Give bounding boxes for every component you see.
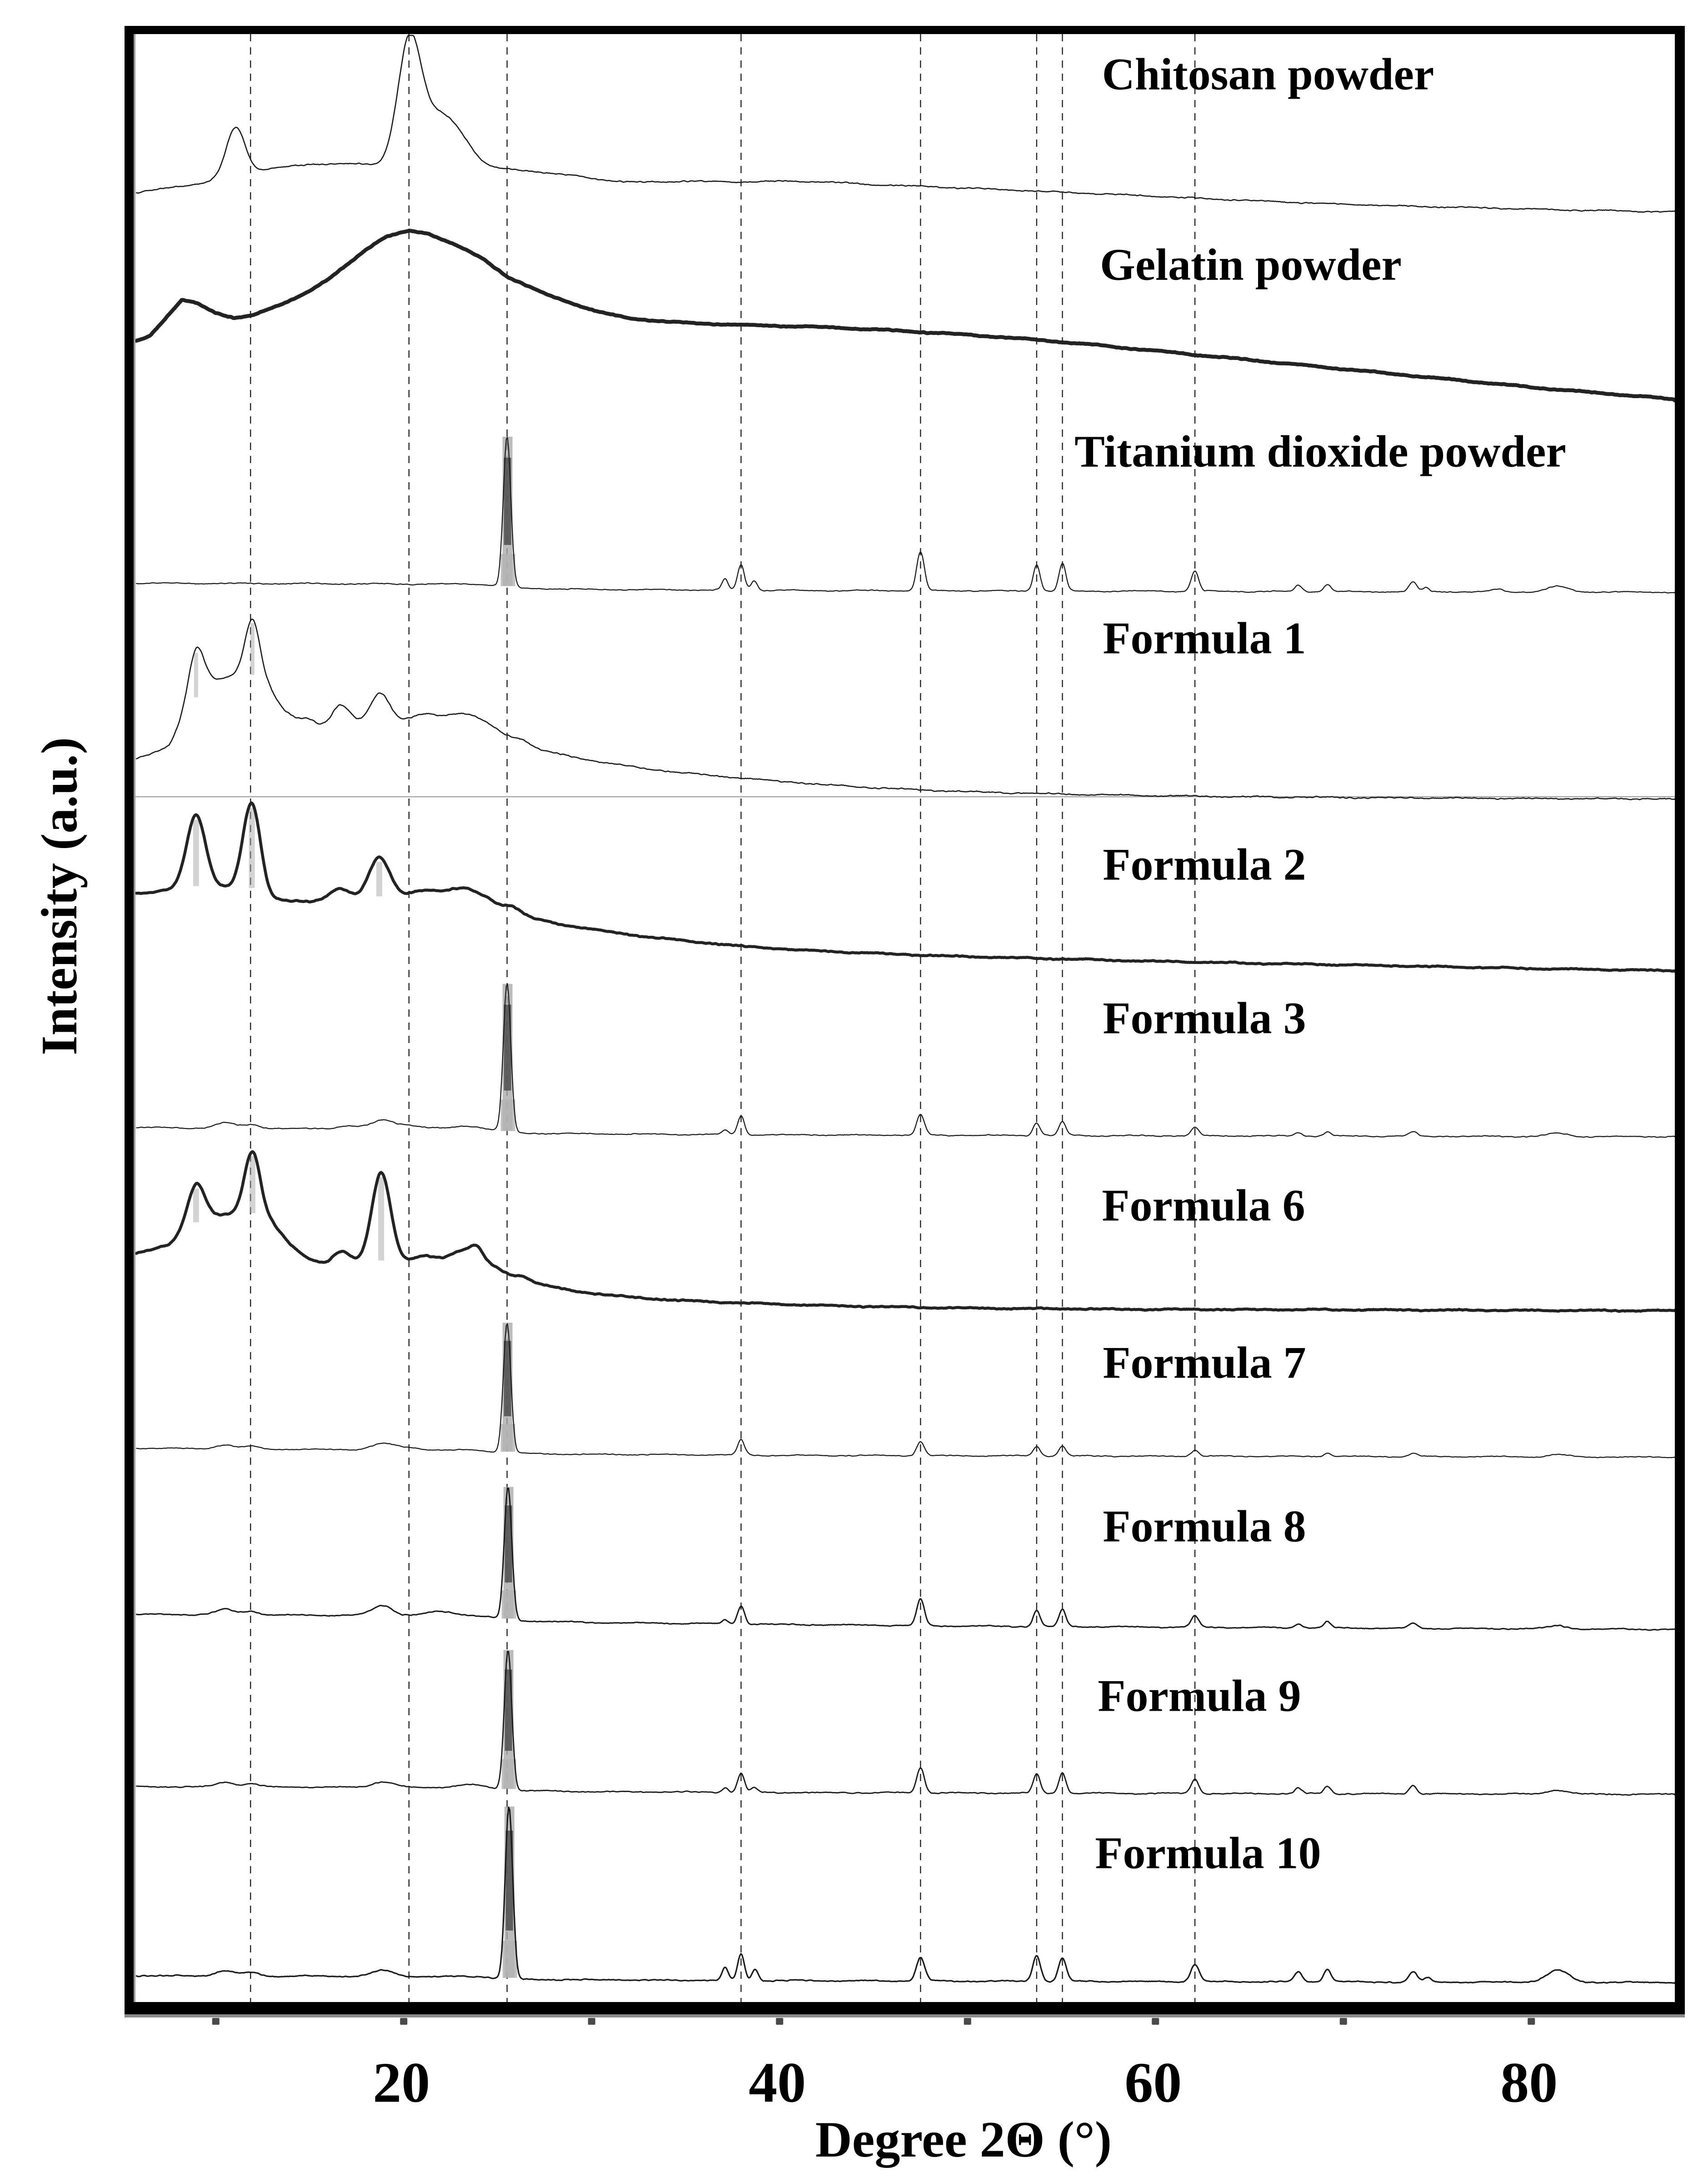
plot-frame-group bbox=[125, 26, 1685, 2017]
plot-border-left-inner-edge bbox=[134, 34, 135, 2002]
x-tick-50 bbox=[964, 2018, 971, 2025]
y-axis-title: Intensity (a.u.) bbox=[31, 737, 88, 1056]
trace-label-gelatin-powder: Gelatin powder bbox=[1100, 239, 1402, 290]
trace-gelatin-powder bbox=[136, 230, 1675, 400]
main-peak-foot-formula-10 bbox=[503, 1941, 517, 1977]
trace-label-formula-8: Formula 8 bbox=[1103, 1501, 1306, 1552]
trace-label-formula-10: Formula 10 bbox=[1095, 1827, 1321, 1878]
trace-label-formula-6: Formula 6 bbox=[1102, 1180, 1305, 1231]
trace-group-formula-2 bbox=[136, 803, 1675, 972]
x-tick-20 bbox=[400, 2018, 407, 2025]
trace-group-chitosan-powder bbox=[136, 35, 1675, 212]
x-tick-40 bbox=[776, 2018, 783, 2025]
x-tick-label-60: 60 bbox=[1124, 2051, 1182, 2115]
main-peak-foot-formula-9 bbox=[502, 1759, 516, 1789]
trace-group-gelatin-powder bbox=[136, 230, 1675, 400]
trace-group-formula-10 bbox=[136, 1807, 1675, 1983]
x-tick-label-40: 40 bbox=[749, 2051, 806, 2115]
x-tick-30 bbox=[588, 2018, 595, 2025]
trace-group-formula-8 bbox=[136, 1487, 1675, 1630]
trace-label-formula-2: Formula 2 bbox=[1103, 839, 1306, 890]
x-tick-60 bbox=[1152, 2018, 1159, 2025]
main-peak-foot-formula-8 bbox=[502, 1590, 516, 1618]
main-peak-foot-formula-7 bbox=[501, 1424, 515, 1452]
trace-formula-10 bbox=[136, 1808, 1675, 1983]
trace-formula-9 bbox=[136, 1652, 1675, 1795]
trace-formula-6 bbox=[136, 1152, 1675, 1312]
x-tick-70 bbox=[1340, 2018, 1347, 2025]
trace-label-formula-1: Formula 1 bbox=[1103, 613, 1306, 664]
trace-label-formula-7: Formula 7 bbox=[1103, 1337, 1306, 1388]
x-tick-10 bbox=[212, 2018, 220, 2025]
main-peak-foot-titanium-dioxide-powder bbox=[501, 554, 515, 586]
x-axis-title: Degree 2Θ (°) bbox=[815, 2112, 1112, 2168]
x-tick-label-20: 20 bbox=[373, 2051, 430, 2115]
trace-group-formula-3 bbox=[136, 984, 1675, 1138]
trace-group-formula-1 bbox=[136, 619, 1675, 800]
trace-label-formula-3: Formula 3 bbox=[1103, 993, 1306, 1044]
trace-label-chitosan-powder: Chitosan powder bbox=[1102, 49, 1434, 100]
plot-border-right bbox=[1675, 26, 1685, 2014]
trace-group-formula-9 bbox=[136, 1650, 1675, 1795]
trace-formula-2 bbox=[136, 803, 1675, 972]
trace-formula-1 bbox=[136, 619, 1675, 800]
trace-formula-3 bbox=[136, 984, 1675, 1138]
x-tick-label-80: 80 bbox=[1500, 2051, 1558, 2115]
trace-label-titanium-dioxide-powder: Titanium dioxide powder bbox=[1074, 426, 1566, 477]
trace-chitosan-powder bbox=[136, 35, 1675, 212]
trace-formula-7 bbox=[136, 1324, 1675, 1458]
plot-border-bottom bbox=[125, 2002, 1685, 2014]
plot-border-left bbox=[125, 26, 135, 2014]
x-tick-80 bbox=[1528, 2018, 1535, 2025]
plot-border-top bbox=[125, 26, 1685, 34]
traces-group bbox=[136, 35, 1675, 1983]
main-peak-foot-formula-3 bbox=[501, 1099, 515, 1131]
trace-group-formula-6 bbox=[136, 1152, 1675, 1312]
x-axis-group bbox=[212, 2018, 1558, 2115]
trace-group-formula-7 bbox=[136, 1323, 1675, 1458]
x-axis-underline bbox=[125, 2014, 1685, 2017]
gridlines-group bbox=[250, 34, 1195, 2002]
trace-formula-8 bbox=[136, 1488, 1675, 1631]
trace-label-formula-9: Formula 9 bbox=[1098, 1670, 1301, 1721]
